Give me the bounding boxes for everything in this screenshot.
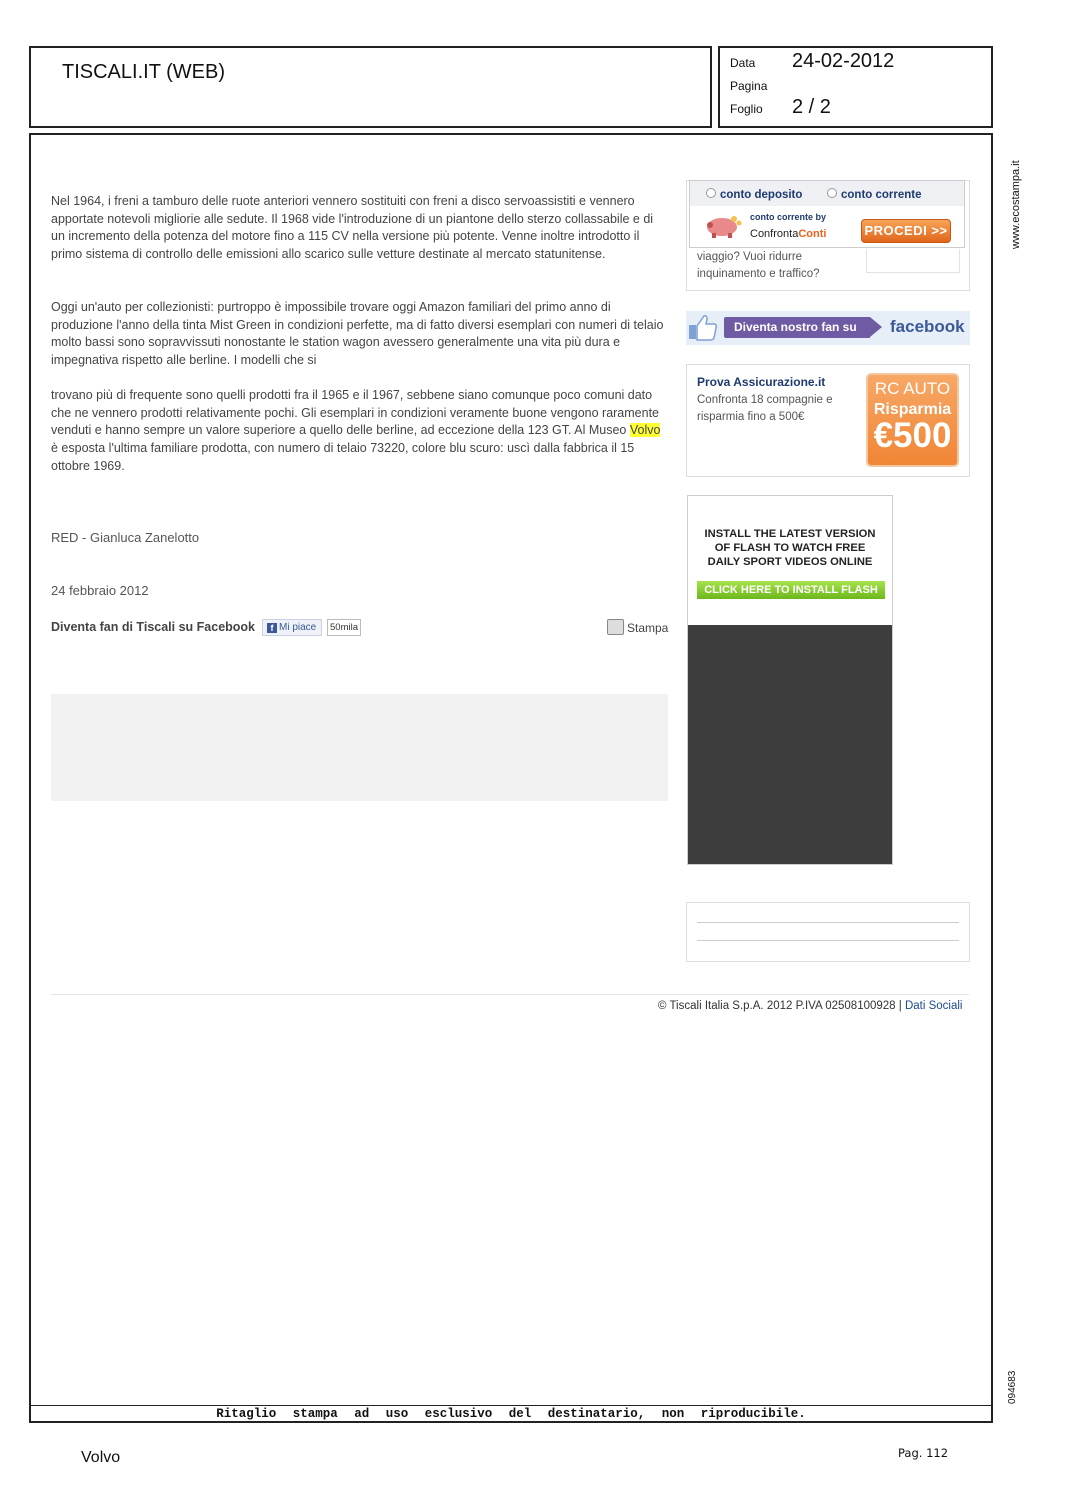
- facebook-wordmark: facebook: [890, 317, 965, 336]
- header-publication-box: [29, 46, 712, 128]
- insurance-ad-title[interactable]: Prova Assicurazione.it: [697, 375, 826, 389]
- conto-by-label: conto corrente by: [750, 212, 827, 222]
- like-count: 50mila: [327, 619, 361, 636]
- copyright-text: © Tiscali Italia S.p.A. 2012 P.IVA 02508100928 |: [658, 1000, 905, 1012]
- publication-name: TISCALI.IT (WEB): [62, 61, 225, 83]
- radio-conto-deposito[interactable]: [706, 188, 802, 201]
- print-button[interactable]: [607, 619, 668, 635]
- confronta-logo-text: Confronta: [750, 228, 799, 240]
- install-flash-button[interactable]: CLICK HERE TO INSTALL FLASH: [697, 581, 885, 599]
- footer-separator: [51, 994, 969, 995]
- paragraph-3-text-b: è esposta l'ultima familiare prodotta, con numero di telaio 73220, colore blu scuro: uscì dalla fabbrica il 15 ottobre 1969.: [51, 441, 635, 473]
- article-paragraph-2: Oggi un'auto per collezionisti: purtroppo è impossibile trovare oggi Amazon familiari del primo anno di produzione l'anno della tinta Mist Green in condizioni perfette, ma di fatto diversi esemplari con numeri di telaio molto bassi sono sopravvissuti nonostante le station wagon avessero generalmente una vita più dura e impegnativa rispetto alle berline. I modelli che si: [51, 300, 664, 368]
- article-author: RED - Gianluca Zanelotto: [51, 530, 200, 545]
- side-code: [996, 1368, 1018, 1406]
- header-meta-box: [718, 46, 993, 128]
- keyword-highlight: Volvo: [629, 423, 661, 438]
- radio-icon: [827, 188, 837, 198]
- printer-icon: [607, 619, 624, 635]
- radio-conto-corrente[interactable]: [827, 188, 922, 201]
- thumbs-up-icon: [688, 313, 718, 341]
- pagina-label: Pagina: [730, 79, 768, 93]
- badge-risparmia: Risparmia: [873, 401, 952, 418]
- radio-conto-deposito-label: conto deposito: [720, 189, 803, 201]
- empty-ad-slot: [51, 694, 668, 801]
- side-code-text: 094683: [1007, 1370, 1018, 1404]
- divider-line: [697, 922, 959, 923]
- radio-conto-corrente-label: conto corrente: [841, 189, 922, 201]
- confrontaconti-logo: [750, 228, 826, 240]
- travel-ad-image: [866, 249, 960, 273]
- dati-sociali-link[interactable]: Dati Sociali: [904, 1000, 963, 1012]
- badge-amount: €500: [873, 416, 952, 455]
- piggy-bank-icon: [700, 213, 744, 239]
- copyright-notice: [658, 1000, 962, 1012]
- facebook-like-button[interactable]: [262, 619, 322, 636]
- article-paragraph-3: [51, 387, 669, 476]
- side-url-text: www.ecostampa.it: [1010, 160, 1022, 249]
- empty-widget-box: [686, 902, 970, 962]
- insurance-ad-badge[interactable]: [866, 373, 959, 467]
- travel-ad-text: viaggio? Vuoi ridurre inquinamento e traffico?: [697, 251, 820, 280]
- conti-logo-text: Conti: [798, 228, 827, 240]
- article-date: 24 febbraio 2012: [51, 583, 149, 598]
- facebook-icon: f: [267, 623, 277, 633]
- video-placeholder: [688, 625, 892, 864]
- data-value: 24-02-2012: [792, 50, 895, 72]
- keyword-label: Volvo: [81, 1449, 121, 1466]
- procedi-button[interactable]: PROCEDI >>: [861, 219, 951, 243]
- divider-line: [697, 940, 959, 941]
- foglio-value: 2 / 2: [792, 96, 831, 118]
- insurance-ad-description: Confronta 18 compagnie e risparmia fino a 500€: [697, 394, 833, 423]
- clipping-disclaimer: Ritaglio stampa ad uso esclusivo del destinatario, non riproducibile.: [216, 1407, 806, 1421]
- facebook-banner-arrow: [870, 317, 882, 337]
- data-label: Data: [730, 56, 756, 70]
- article-paragraph-1: Nel 1964, i freni a tamburo delle ruote anteriori vennero sostituiti con freni a disco servoassistiti e vennero apportate notevoli migliorie alle sedute. Il 1968 vide l'introduzione di un piantone dello sterzo collassabile e di un incremento della potenza del motore fino a 115 CV nella versione più potente. Venne inoltre introdotto il primo sistema di controllo delle emissioni allo scarico sulle vetture destinate al mercato statunitense.: [51, 194, 654, 262]
- frame-divider: [29, 1405, 993, 1406]
- side-url: [996, 145, 1022, 250]
- facebook-banner-text: Diventa nostro fan su: [724, 317, 870, 338]
- print-label: Stampa: [627, 621, 669, 635]
- page-number: Pag. 112: [898, 1446, 949, 1460]
- flash-ad-text: INSTALL THE LATEST VERSION OF FLASH TO WATCH FREE DAILY SPORT VIDEOS ONLINE: [704, 528, 876, 568]
- foglio-label: Foglio: [730, 102, 763, 116]
- paragraph-3-text-a: trovano più di frequente sono quelli prodotti fra il 1965 e il 1967, sebbene siano comunque poco comuni dato che ne vennero prodotti relativamente pochi. Gli esemplari in condizioni veramente buone vengono raramente venduti e hanno sempre un valore superiore a quello delle berline, ad eccezione della 123 GT. Al Museo: [51, 388, 659, 438]
- like-label: Mi piace: [279, 622, 317, 633]
- radio-icon: [706, 188, 716, 198]
- facebook-fan-link[interactable]: Diventa fan di Tiscali su Facebook: [51, 620, 255, 634]
- badge-rc-auto: RC AUTO: [874, 379, 951, 398]
